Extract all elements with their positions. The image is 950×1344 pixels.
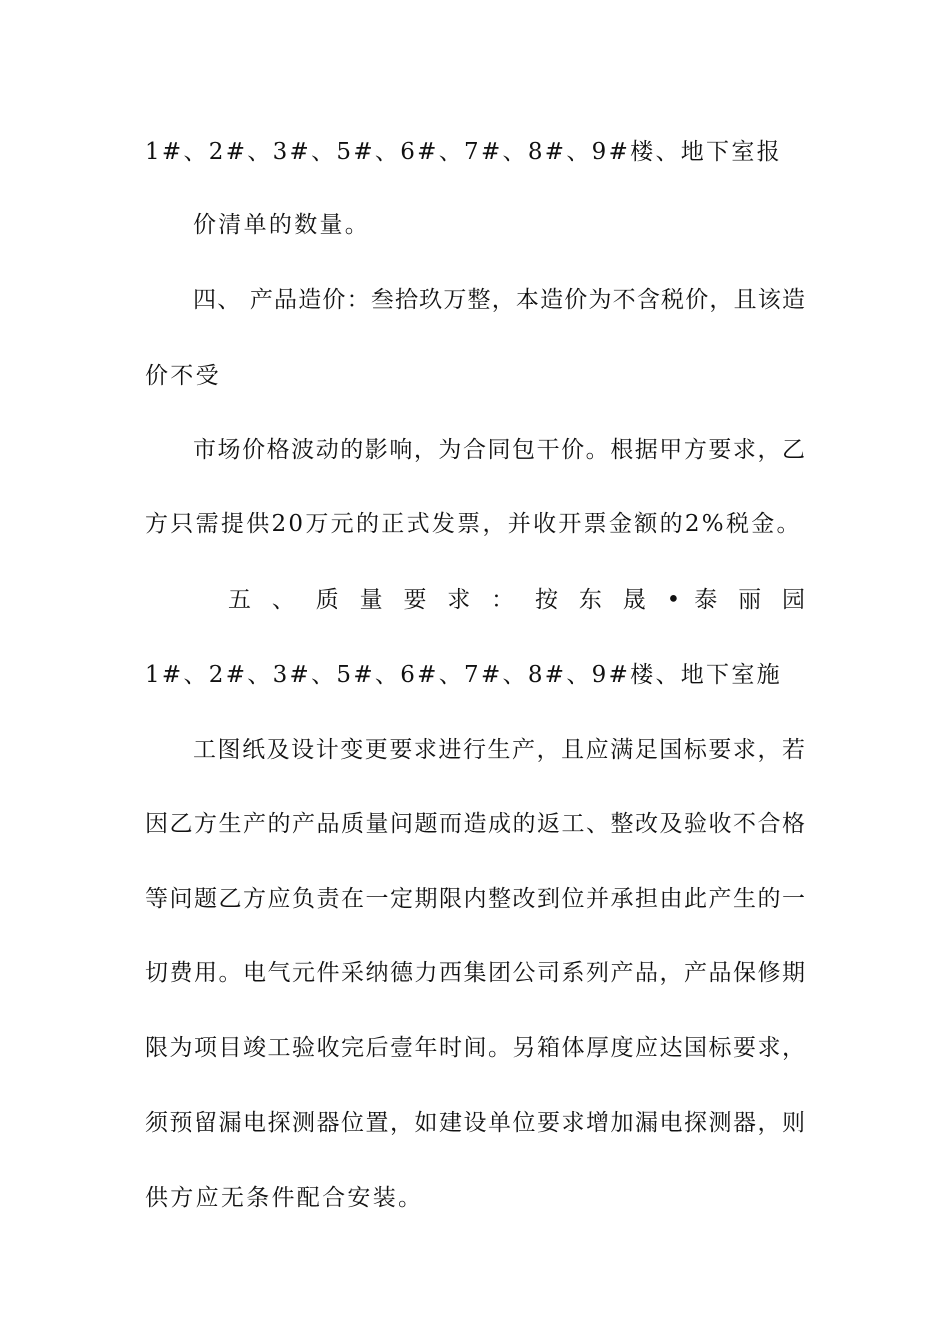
text-line-10: 因乙方生产的产品质量问题而造成的返工、整改及验收不合格 <box>145 811 805 837</box>
text-line-14: 须预留漏电探测器位置，如建设单位要求增加漏电探测器，则 <box>145 1110 805 1136</box>
text-line-3: 四、 产品造价：叁拾玖万整，本造价为不含税价，且该造 <box>193 287 805 313</box>
text-line-7: 五 、 质 量 要 求 ： 按 东 晟 • 泰 丽 园 <box>228 587 805 613</box>
text-line-8: 1#、2#、3#、5#、6#、7#、8#、9#楼、地下室施 <box>145 662 782 688</box>
text-line-4: 价不受 <box>145 363 221 389</box>
text-line-2: 价清单的数量。 <box>193 212 371 238</box>
text-line-9: 工图纸及设计变更要求进行生产，且应满足国标要求，若 <box>193 737 805 763</box>
text-line-13: 限为项目竣工验收完后壹年时间。另箱体厚度应达国标要求， <box>145 1035 805 1061</box>
text-line-5: 市场价格波动的影响，为合同包干价。根据甲方要求，乙 <box>193 437 805 463</box>
text-line-11: 等问题乙方应负责在一定期限内整改到位并承担由此产生的一 <box>145 886 805 912</box>
text-line-15: 供方应无条件配合安装。 <box>145 1185 424 1211</box>
text-line-12: 切费用。电气元件采纳德力西集团公司系列产品，产品保修期 <box>145 960 805 986</box>
text-line-6: 方只需提供20万元的正式发票，并收开票金额的2%税金。 <box>145 511 802 537</box>
text-line-1: 1#、2#、3#、5#、6#、7#、8#、9#楼、地下室报 <box>145 139 782 165</box>
